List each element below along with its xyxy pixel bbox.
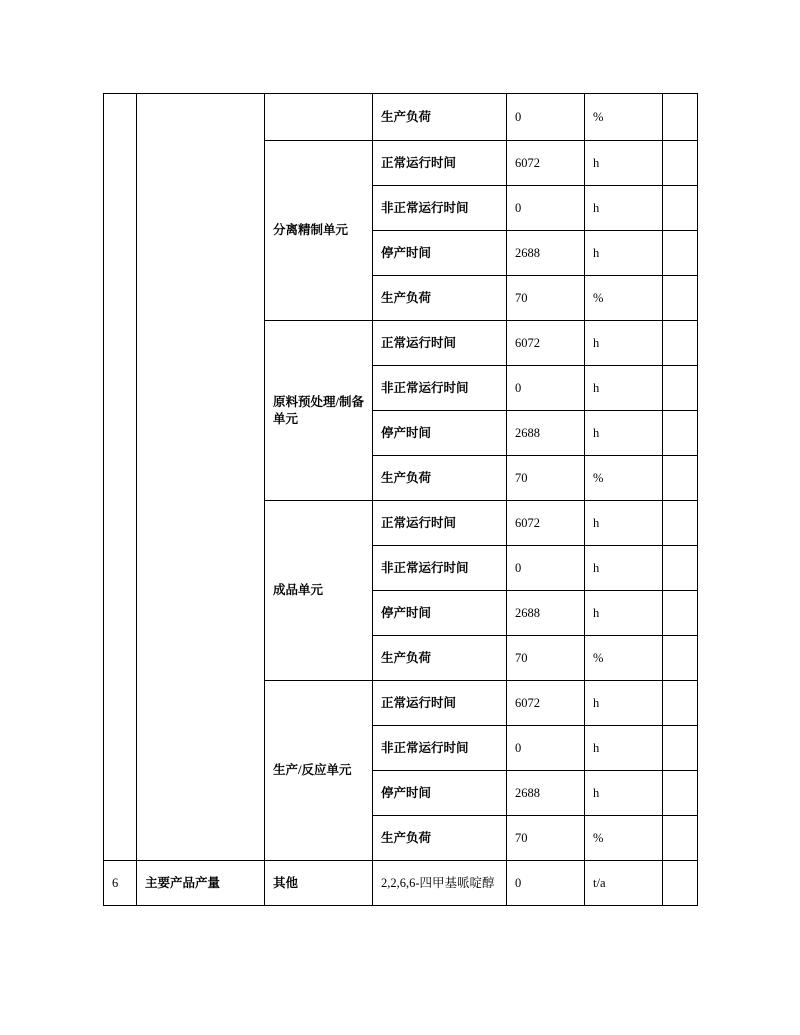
cell-value: 2688: [507, 591, 585, 636]
cell-extra: [663, 726, 698, 771]
cell-uom: %: [585, 456, 663, 501]
cell-extra: [663, 816, 698, 861]
cell-uom: h: [585, 501, 663, 546]
cell-extra: [663, 591, 698, 636]
cell-unit: [265, 94, 373, 141]
cell-uom: h: [585, 546, 663, 591]
cell-extra: [663, 141, 698, 186]
cell-param: 生产负荷: [373, 276, 507, 321]
cell-extra: [663, 456, 698, 501]
cell-extra: [663, 411, 698, 456]
cell-extra: [663, 366, 698, 411]
cell-uom: h: [585, 681, 663, 726]
cell-unit: 原料预处理/制备单元: [265, 321, 373, 501]
cell-param: 非正常运行时间: [373, 726, 507, 771]
cell-param: 非正常运行时间: [373, 186, 507, 231]
cell-extra: [663, 681, 698, 726]
cell-uom: h: [585, 726, 663, 771]
cell-param: 停产时间: [373, 411, 507, 456]
cell-value: 6072: [507, 141, 585, 186]
cell-uom: h: [585, 411, 663, 456]
cell-unit: 分离精制单元: [265, 141, 373, 321]
cell-param: 停产时间: [373, 771, 507, 816]
cell-uom: %: [585, 94, 663, 141]
cell-extra: [663, 771, 698, 816]
cell-uom: h: [585, 591, 663, 636]
cell-no: [104, 94, 137, 861]
cell-unit: 其他: [265, 861, 373, 906]
cell-uom: h: [585, 186, 663, 231]
cell-uom: h: [585, 321, 663, 366]
cell-param: 停产时间: [373, 231, 507, 276]
cell-extra: [663, 501, 698, 546]
table-row: [104, 94, 698, 141]
cell-param: 正常运行时间: [373, 321, 507, 366]
cell-uom: %: [585, 276, 663, 321]
cell-value: 2688: [507, 771, 585, 816]
cell-extra: [663, 321, 698, 366]
cell-extra: [663, 861, 698, 906]
cell-param: 生产负荷: [373, 636, 507, 681]
cell-param: 非正常运行时间: [373, 546, 507, 591]
table-container: [103, 93, 697, 906]
cell-extra: [663, 231, 698, 276]
cell-extra: [663, 94, 698, 141]
cell-value: 70: [507, 816, 585, 861]
cell-value: 6072: [507, 501, 585, 546]
cell-uom: h: [585, 231, 663, 276]
cell-uom: %: [585, 636, 663, 681]
cell-param: 非正常运行时间: [373, 366, 507, 411]
cell-extra: [663, 186, 698, 231]
cell-no: 6: [104, 861, 137, 906]
cell-unit: 成品单元: [265, 501, 373, 681]
cell-param: 生产负荷: [373, 456, 507, 501]
cell-param: 正常运行时间: [373, 501, 507, 546]
cell-item: [137, 94, 265, 861]
cell-param: 停产时间: [373, 591, 507, 636]
cell-extra: [663, 636, 698, 681]
cell-value: 0: [507, 546, 585, 591]
cell-param: 正常运行时间: [373, 681, 507, 726]
cell-value: 70: [507, 456, 585, 501]
cell-param: 正常运行时间: [373, 141, 507, 186]
cell-uom: t/a: [585, 861, 663, 906]
cell-extra: [663, 276, 698, 321]
cell-value: 6072: [507, 681, 585, 726]
cell-value: 2688: [507, 411, 585, 456]
cell-value: 6072: [507, 321, 585, 366]
cell-value: 0: [507, 861, 585, 906]
cell-value: 70: [507, 276, 585, 321]
cell-uom: h: [585, 366, 663, 411]
cell-value: 2688: [507, 231, 585, 276]
cell-value: 0: [507, 186, 585, 231]
production-parameters-table: [103, 93, 698, 906]
cell-value: 0: [507, 94, 585, 141]
cell-param: 2,2,6,6-四甲基哌啶醇: [373, 861, 507, 906]
cell-param: 生产负荷: [373, 94, 507, 141]
cell-value: 0: [507, 726, 585, 771]
table-row: [104, 861, 698, 906]
cell-uom: h: [585, 141, 663, 186]
cell-unit: 生产/反应单元: [265, 681, 373, 861]
cell-extra: [663, 546, 698, 591]
cell-value: 70: [507, 636, 585, 681]
cell-value: 0: [507, 366, 585, 411]
cell-param: 生产负荷: [373, 816, 507, 861]
cell-uom: h: [585, 771, 663, 816]
cell-uom: %: [585, 816, 663, 861]
cell-item: 主要产品产量: [137, 861, 265, 906]
